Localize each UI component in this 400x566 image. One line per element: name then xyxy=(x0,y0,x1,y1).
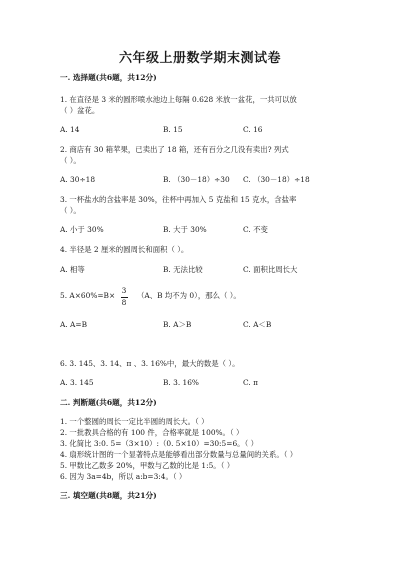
section-heading-fill-in: 三. 填空题(共8题，共21分) xyxy=(60,491,157,500)
question-6-option-c: C. π xyxy=(243,378,258,387)
question-6-text: 6. 3. 145、3. 14、π 、3. 16%中，最大的数是（ ）。 xyxy=(60,359,240,368)
question-6-option-a: A. 3. 145 xyxy=(60,378,94,387)
question-1-text-cont: （ ）盆花。 xyxy=(60,106,100,115)
question-4-option-b: B. 无法比较 xyxy=(163,265,203,274)
question-3-option-a: A. 小于 30% xyxy=(60,225,104,234)
question-3-option-c: C. 不变 xyxy=(243,225,268,234)
section-heading-choice: 一. 选择题(共6题，共12分) xyxy=(60,73,157,82)
judgement-item: 2. 一批教具合格的有 100 件，合格率就是 100%。（ ） xyxy=(60,428,244,437)
question-3-text-cont: （ ）。 xyxy=(60,206,81,215)
judgement-item: 6. 因为 3a=4b，所以 a:b=3:4。（ ） xyxy=(60,472,187,481)
question-4-text: 4. 半径是 2 厘米的圆周长和面积（ ）。 xyxy=(60,245,189,254)
question-5-option-a: A. A=B xyxy=(60,320,87,329)
judgement-item: 5. 甲数比乙数多 20%，甲数与乙数的比是 1:5。（ ） xyxy=(60,461,235,470)
question-2-text-cont: （ ）。 xyxy=(60,156,81,165)
question-3-option-b: B. 大于 30% xyxy=(163,225,207,234)
question-5-option-c: C. A＜B xyxy=(243,320,272,329)
judgement-item: 1. 一个整圆的周长一定比半圆的周长大。（ ） xyxy=(60,417,209,426)
question-5-text-end: （A、B 均不为 0），那么（ ）。 xyxy=(137,291,241,300)
fraction-numerator: 3 xyxy=(121,286,127,295)
question-2-option-b: B. （30－18）÷30 xyxy=(163,175,230,184)
section-heading-judgement: 二. 判断题(共6题，共12分) xyxy=(60,398,157,407)
question-6-option-b: B. 3. 16% xyxy=(163,378,199,387)
question-4-option-a: A. 相等 xyxy=(60,265,85,274)
judgement-item: 3. 化简比 3:0. 5=（3×10）:（0. 5×10）=30:5=6。（ ） xyxy=(60,439,258,448)
judgement-item: 4. 扇形统计图的一个显著特点是能够看出部分数量与总量间的关系。（ ） xyxy=(60,450,298,459)
question-3-text: 3. 一杯盐水的含盐率是 30%，往杯中再加入 5 克盐和 15 克水，含盐率 xyxy=(60,195,297,204)
question-2-option-c: C. （30－18）÷18 xyxy=(243,175,310,184)
question-1-option-b: B. 15 xyxy=(163,125,183,134)
question-4-option-c: C. 面积比周长大 xyxy=(243,265,298,274)
question-1-option-a: A. 14 xyxy=(60,125,80,134)
question-1-option-c: C. 16 xyxy=(243,125,263,134)
question-2-option-a: A. 30÷18 xyxy=(60,175,96,184)
question-1-text: 1. 在直径是 3 米的圆形喷水池边上每隔 0.628 米放一盆花，一共可以放 xyxy=(60,95,297,104)
question-5-option-b: B. A＞B xyxy=(163,320,192,329)
page-title: 六年级上册数学期末测试卷 xyxy=(118,51,281,66)
question-2-text: 2. 商店有 30 箱苹果，已卖出了 18 箱，还有百分之几没有卖出? 列式 xyxy=(60,145,289,154)
fraction-denominator: 8 xyxy=(121,298,127,307)
question-5-text-start: 5. A×60%=B× xyxy=(60,291,116,300)
